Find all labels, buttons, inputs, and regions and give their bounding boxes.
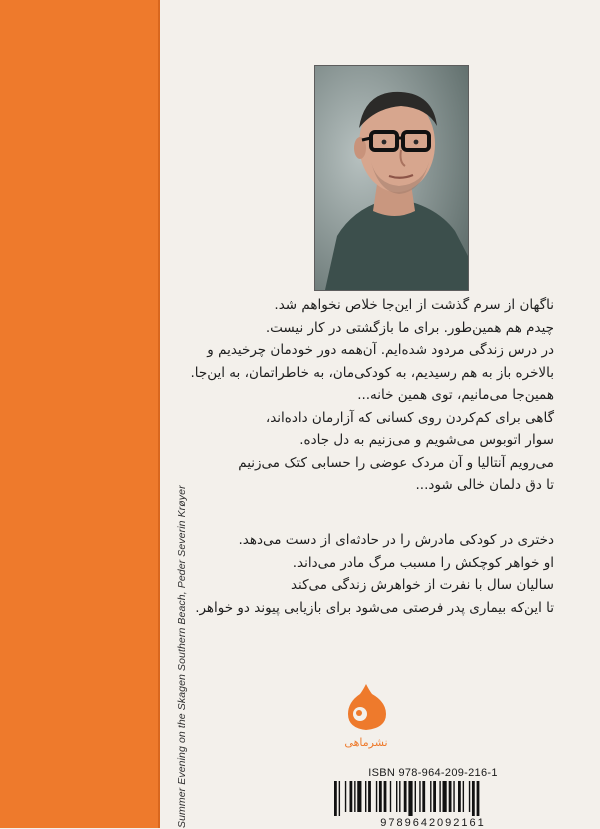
barcode-bar: [422, 781, 425, 812]
publisher-name: نشرماهی: [344, 736, 388, 749]
blurb-line: تا دق دلمان خالی شود...: [415, 477, 554, 493]
barcode-bar: [472, 781, 475, 816]
barcode-bar: [404, 781, 407, 812]
blurb-line: می‌رویم آنتالیا و آن مردک عوضی را حسابی کتک می‌زنیم: [238, 454, 554, 471]
author-portrait-icon: [315, 66, 468, 290]
barcode-bar: [376, 781, 377, 812]
isbn-block: [328, 767, 538, 828]
blurb-paragraph-1: [174, 294, 554, 497]
barcode-bar: [396, 781, 397, 812]
isbn-label: ISBN 978-964-209-216-1: [368, 767, 498, 779]
barcode-bar: [334, 781, 337, 816]
barcode-bar: [345, 781, 346, 812]
blurb-line: همین‌جا می‌مانیم، توی همین خانه...: [357, 387, 554, 403]
barcode-bar: [354, 781, 355, 812]
barcode-bar: [368, 781, 371, 812]
barcode-bar: [463, 781, 464, 812]
barcode-bar: [350, 781, 353, 812]
barcode-icon: [332, 781, 532, 816]
blurb-line: ناگهان از سرم گذشت از این‌جا خلاص نخواهم شد.: [274, 297, 554, 313]
barcode-bar: [384, 781, 387, 812]
blurb-line: گاهی برای کم‌کردن روی کسانی که آزارمان داده‌اند،: [265, 409, 554, 426]
barcode-bar: [439, 781, 440, 812]
barcode-bar: [379, 781, 382, 812]
barcode-bar: [339, 781, 340, 816]
barcode-bar: [415, 781, 416, 812]
barcode-bar: [390, 781, 391, 812]
barcode-bar: [453, 781, 454, 812]
barcode-bar: [430, 781, 431, 812]
barcode-number: 9789642092161: [380, 817, 486, 829]
barcode-bar: [408, 781, 412, 816]
author-photo: [314, 65, 469, 291]
blurb-line: بالاخره باز به هم رسیدیم، به کودکی‌مان، به خاطراتمان، به این‌جا.: [190, 364, 554, 381]
barcode-bar: [357, 781, 361, 812]
blurb-line: سوار اتوبوس می‌شویم و می‌زنیم به دل جاده.: [299, 432, 554, 448]
blurb-line: سالیان سال با نفرت از خواهرش زندگی می‌کند: [290, 577, 554, 593]
barcode-bar: [469, 781, 470, 812]
barcode-bar: [443, 781, 447, 812]
barcode-bar: [399, 781, 400, 812]
barcode-bar: [477, 781, 480, 816]
barcode-bar: [419, 781, 420, 812]
publisher-logo: [338, 680, 394, 752]
barcode-bar: [458, 781, 461, 812]
blurb-line: او خواهر کوچکش را مسبب مرگ مادر می‌داند.: [292, 554, 554, 571]
blurb-line: در درس زندگی مردود شده‌ایم. آن‌همه دور خودمان چرخیدیم و: [207, 342, 554, 358]
blurb-line: دختری در کودکی مادرش را در حادثه‌ای از دست می‌دهد.: [238, 532, 554, 548]
blurb-paragraph-2: [174, 529, 554, 619]
barcode-bar: [433, 781, 436, 812]
cover-art-credit: Summer Evening on the Skagen Southern Beach, Peder Severin Krøyer: [176, 485, 188, 828]
orange-spine: [0, 0, 160, 828]
barcode-bar: [449, 781, 452, 812]
blurb-line: چیدم هم همین‌طور. برای ما بازگشتی در کار نیست.: [265, 319, 554, 336]
fish-logo-icon: [338, 680, 394, 752]
blurb-line: تا این‌که بیماری پدر فرصتی می‌شود برای بازیابی پیوند دو خواهر.: [195, 599, 554, 616]
barcode-bar: [365, 781, 366, 812]
